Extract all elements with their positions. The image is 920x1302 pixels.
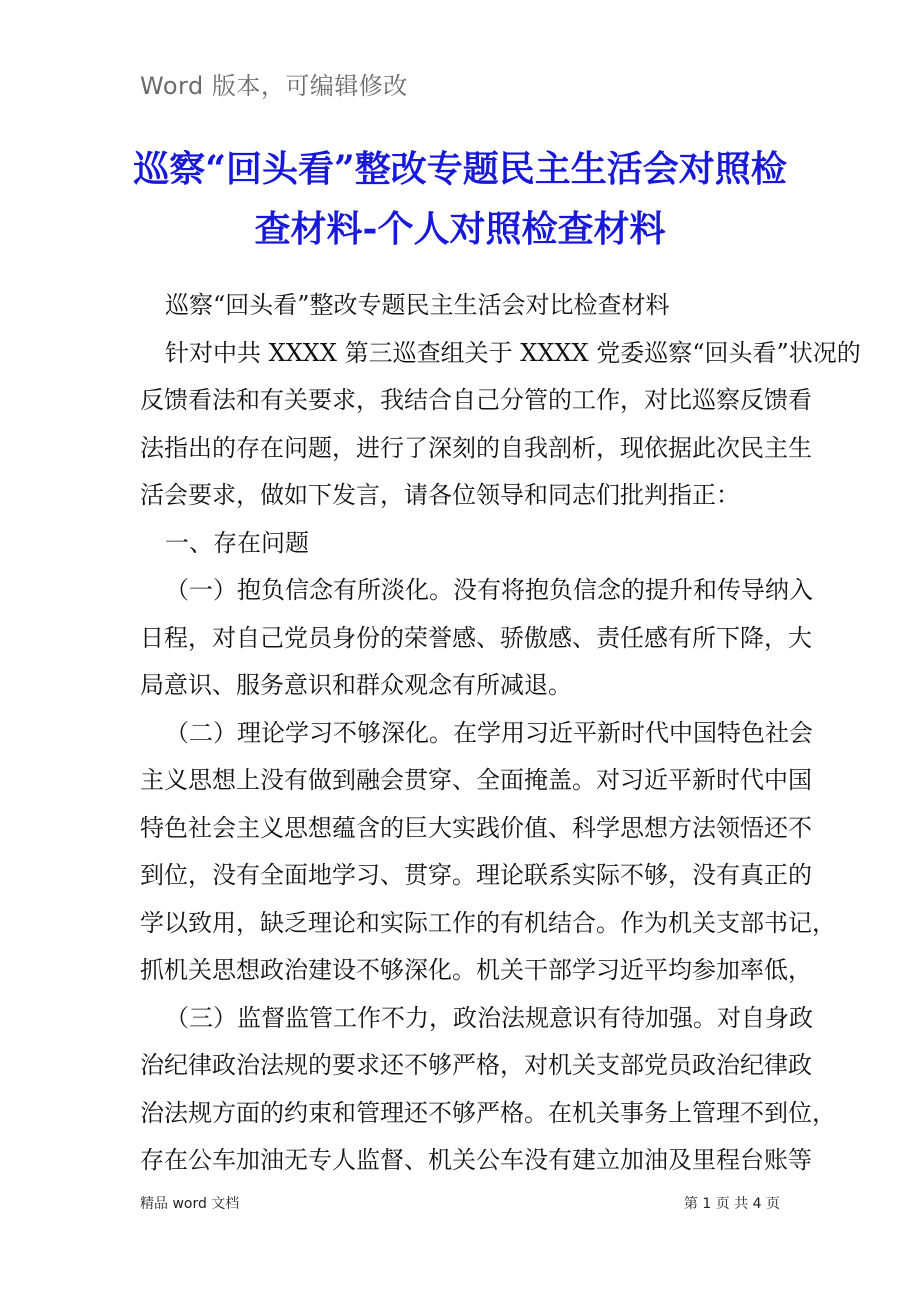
footer-label: 精品 word 文档: [140, 1196, 240, 1212]
paragraph-line: 针对中共 XXXX 第三巡查组关于 XXXX 党委巡察“回头看”状况的: [165, 338, 861, 367]
page-number: 第 1 页 共 4 页: [683, 1196, 780, 1212]
paragraph-line: 局意识、服务意识和群众观念有所减退。: [140, 671, 572, 699]
section-heading: 一、存在问题: [165, 528, 309, 557]
paragraph-line: （二）理论学习不够深化。在学用习近平新时代中国特色社会: [165, 718, 813, 747]
paragraph-line: 存在公车加油无专人监督、机关公车没有建立加油及里程台账等: [140, 1146, 812, 1174]
document-body: [140, 282, 861, 1185]
title-line-1: 巡察“回头看”整改专题民主生活会对照检: [133, 148, 787, 190]
paragraph-line: 日程，对自己党员身份的荣誉感、骄傲感、责任感有所下降，大: [140, 623, 812, 652]
paragraph-line: （一）抱负信念有所淡化。没有将抱负信念的提升和传导纳入: [165, 576, 813, 604]
paragraph-line: 主义思想上没有做到融会贯穿、全面掩盖。对习近平新时代中国: [140, 766, 812, 794]
paragraph-line: 到位，没有全面地学习、贯穿。理论联系实际不够，没有真正的: [140, 861, 812, 889]
paragraph-line: 学以致用，缺乏理论和实际工作的有机结合。作为机关支部书记，: [140, 908, 836, 937]
title-line-2: 查材料-个人对照检查材料: [254, 208, 666, 250]
paragraph-line: 活会要求，做如下发言，请各位领导和同志们批判指正：: [140, 481, 740, 509]
subtitle-line: 巡察“回头看”整改专题民主生活会对比检查材料: [165, 291, 670, 319]
paragraph-line: 治法规方面的约束和管理还不够严格。在机关事务上管理不到位，: [140, 1098, 836, 1127]
paragraph-line: （三）监督监管工作不力，政治法规意识有待加强。对自身政: [165, 1003, 813, 1032]
paragraph-line: 抓机关思想政治建设不够深化。机关干部学习近平均参加率低，: [140, 956, 812, 984]
document-title: [0, 139, 920, 259]
paragraph-line: 特色社会主义思想蕴含的巨大实践价值、科学思想方法领悟还不: [140, 813, 812, 842]
paragraph-line: 反馈看法和有关要求，我结合自己分管的工作，对比巡察反馈看: [140, 386, 812, 414]
paragraph-line: 治纪律政治法规的要求还不够严格，对机关支部党员政治纪律政: [140, 1051, 812, 1079]
header-note: Word 版本，可编辑修改: [140, 72, 408, 100]
paragraph-line: 法指出的存在问题，进行了深刻的自我剖析，现依据此次民主生: [140, 433, 812, 462]
